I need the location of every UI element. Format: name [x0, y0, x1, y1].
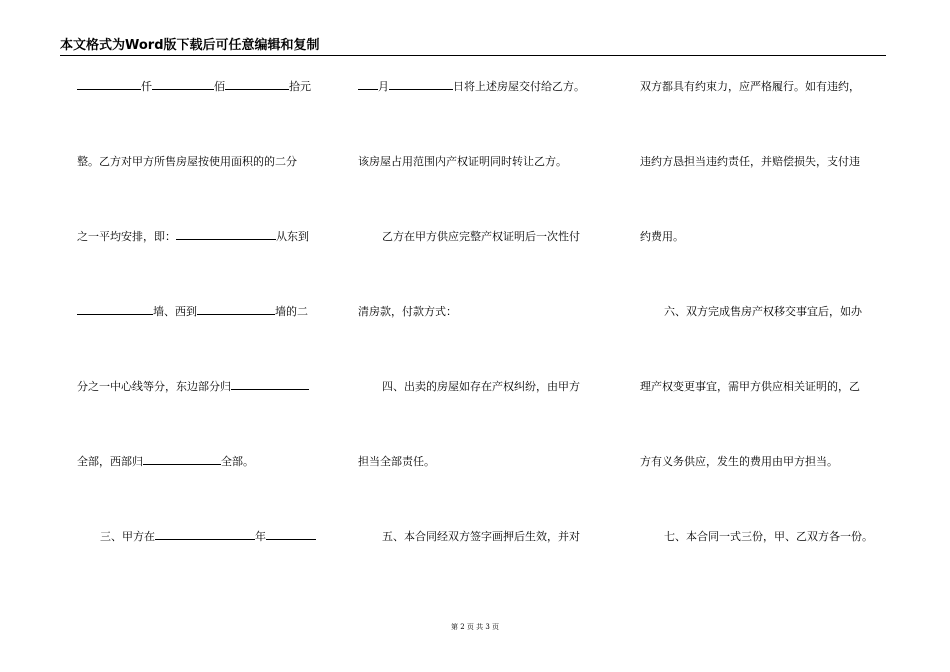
- col1-line-6: [77, 455, 254, 469]
- col1-line-4: [77, 305, 308, 319]
- text: 之一平均安排，即：: [77, 230, 176, 243]
- text: 墙、西到: [153, 305, 197, 318]
- text: 分之一中心线等分，东边部分归: [77, 380, 231, 393]
- col2-line-7: 五、本合同经双方签字画押后生效，并对: [382, 530, 580, 543]
- col1-line-7: [100, 530, 316, 544]
- text: 从东到: [276, 230, 309, 243]
- page-number: 第 2 页 共 3 页: [450, 623, 500, 631]
- blank-field: [358, 80, 378, 90]
- col1-line-3: [77, 230, 309, 244]
- text: 日将上述房屋交付给乙方。: [453, 80, 585, 93]
- header-rule: [60, 55, 886, 56]
- blank-field: [389, 80, 453, 90]
- text: 全部，西部归: [77, 455, 143, 468]
- blank-field: [197, 305, 275, 315]
- col2-line-3: 乙方在甲方供应完整产权证明后一次性付: [382, 230, 580, 243]
- text: 佰: [214, 80, 225, 93]
- col3-line-4: 六、双方完成售房产权移交事宜后，如办: [664, 305, 862, 318]
- col1-line-1: [77, 80, 311, 94]
- text: 仟: [141, 80, 152, 93]
- col2-line-1: [358, 80, 585, 94]
- text: 拾元: [289, 80, 311, 93]
- blank-field: [231, 380, 309, 390]
- blank-field: [143, 455, 221, 465]
- col3-line-3: 约费用。: [640, 230, 684, 243]
- col3-line-5: 理产权变更事宜，需甲方供应相关证明的，乙: [640, 380, 860, 393]
- col2-line-2: 该房屋占用范围内产权证明同时转让乙方。: [358, 155, 567, 168]
- blank-field: [266, 530, 316, 540]
- col2-line-6: 担当全部责任。: [358, 455, 435, 468]
- blank-field: [77, 305, 153, 315]
- document-header: 本文格式为Word版下载后可任意编辑和复制: [60, 38, 320, 53]
- blank-field: [176, 230, 276, 240]
- col3-line-6: 方有义务供应，发生的费用由甲方担当。: [640, 455, 838, 468]
- blank-field: [152, 80, 214, 90]
- col1-line-5: [77, 380, 309, 394]
- blank-field: [77, 80, 141, 90]
- col3-line-2: 违约方恳担当违约责任，并赔偿损失，支付违: [640, 155, 860, 168]
- col3-line-7: 七、本合同一式三份，甲、乙双方各一份。: [664, 530, 873, 543]
- text: 年: [255, 530, 266, 543]
- col2-line-4: 清房款，付款方式：: [358, 305, 457, 318]
- text: 全部。: [221, 455, 254, 468]
- text: 三、甲方在: [100, 530, 155, 543]
- text: 墙的二: [275, 305, 308, 318]
- col2-line-5: 四、出卖的房屋如存在产权纠纷，由甲方: [382, 380, 580, 393]
- col1-line-2: 整。乙方对甲方所售房屋按使用面积的的二分: [77, 155, 297, 168]
- blank-field: [155, 530, 255, 540]
- blank-field: [225, 80, 289, 90]
- text: 月: [378, 80, 389, 93]
- col3-line-1: 双方都具有约束力，应严格履行。如有违约，: [640, 80, 860, 93]
